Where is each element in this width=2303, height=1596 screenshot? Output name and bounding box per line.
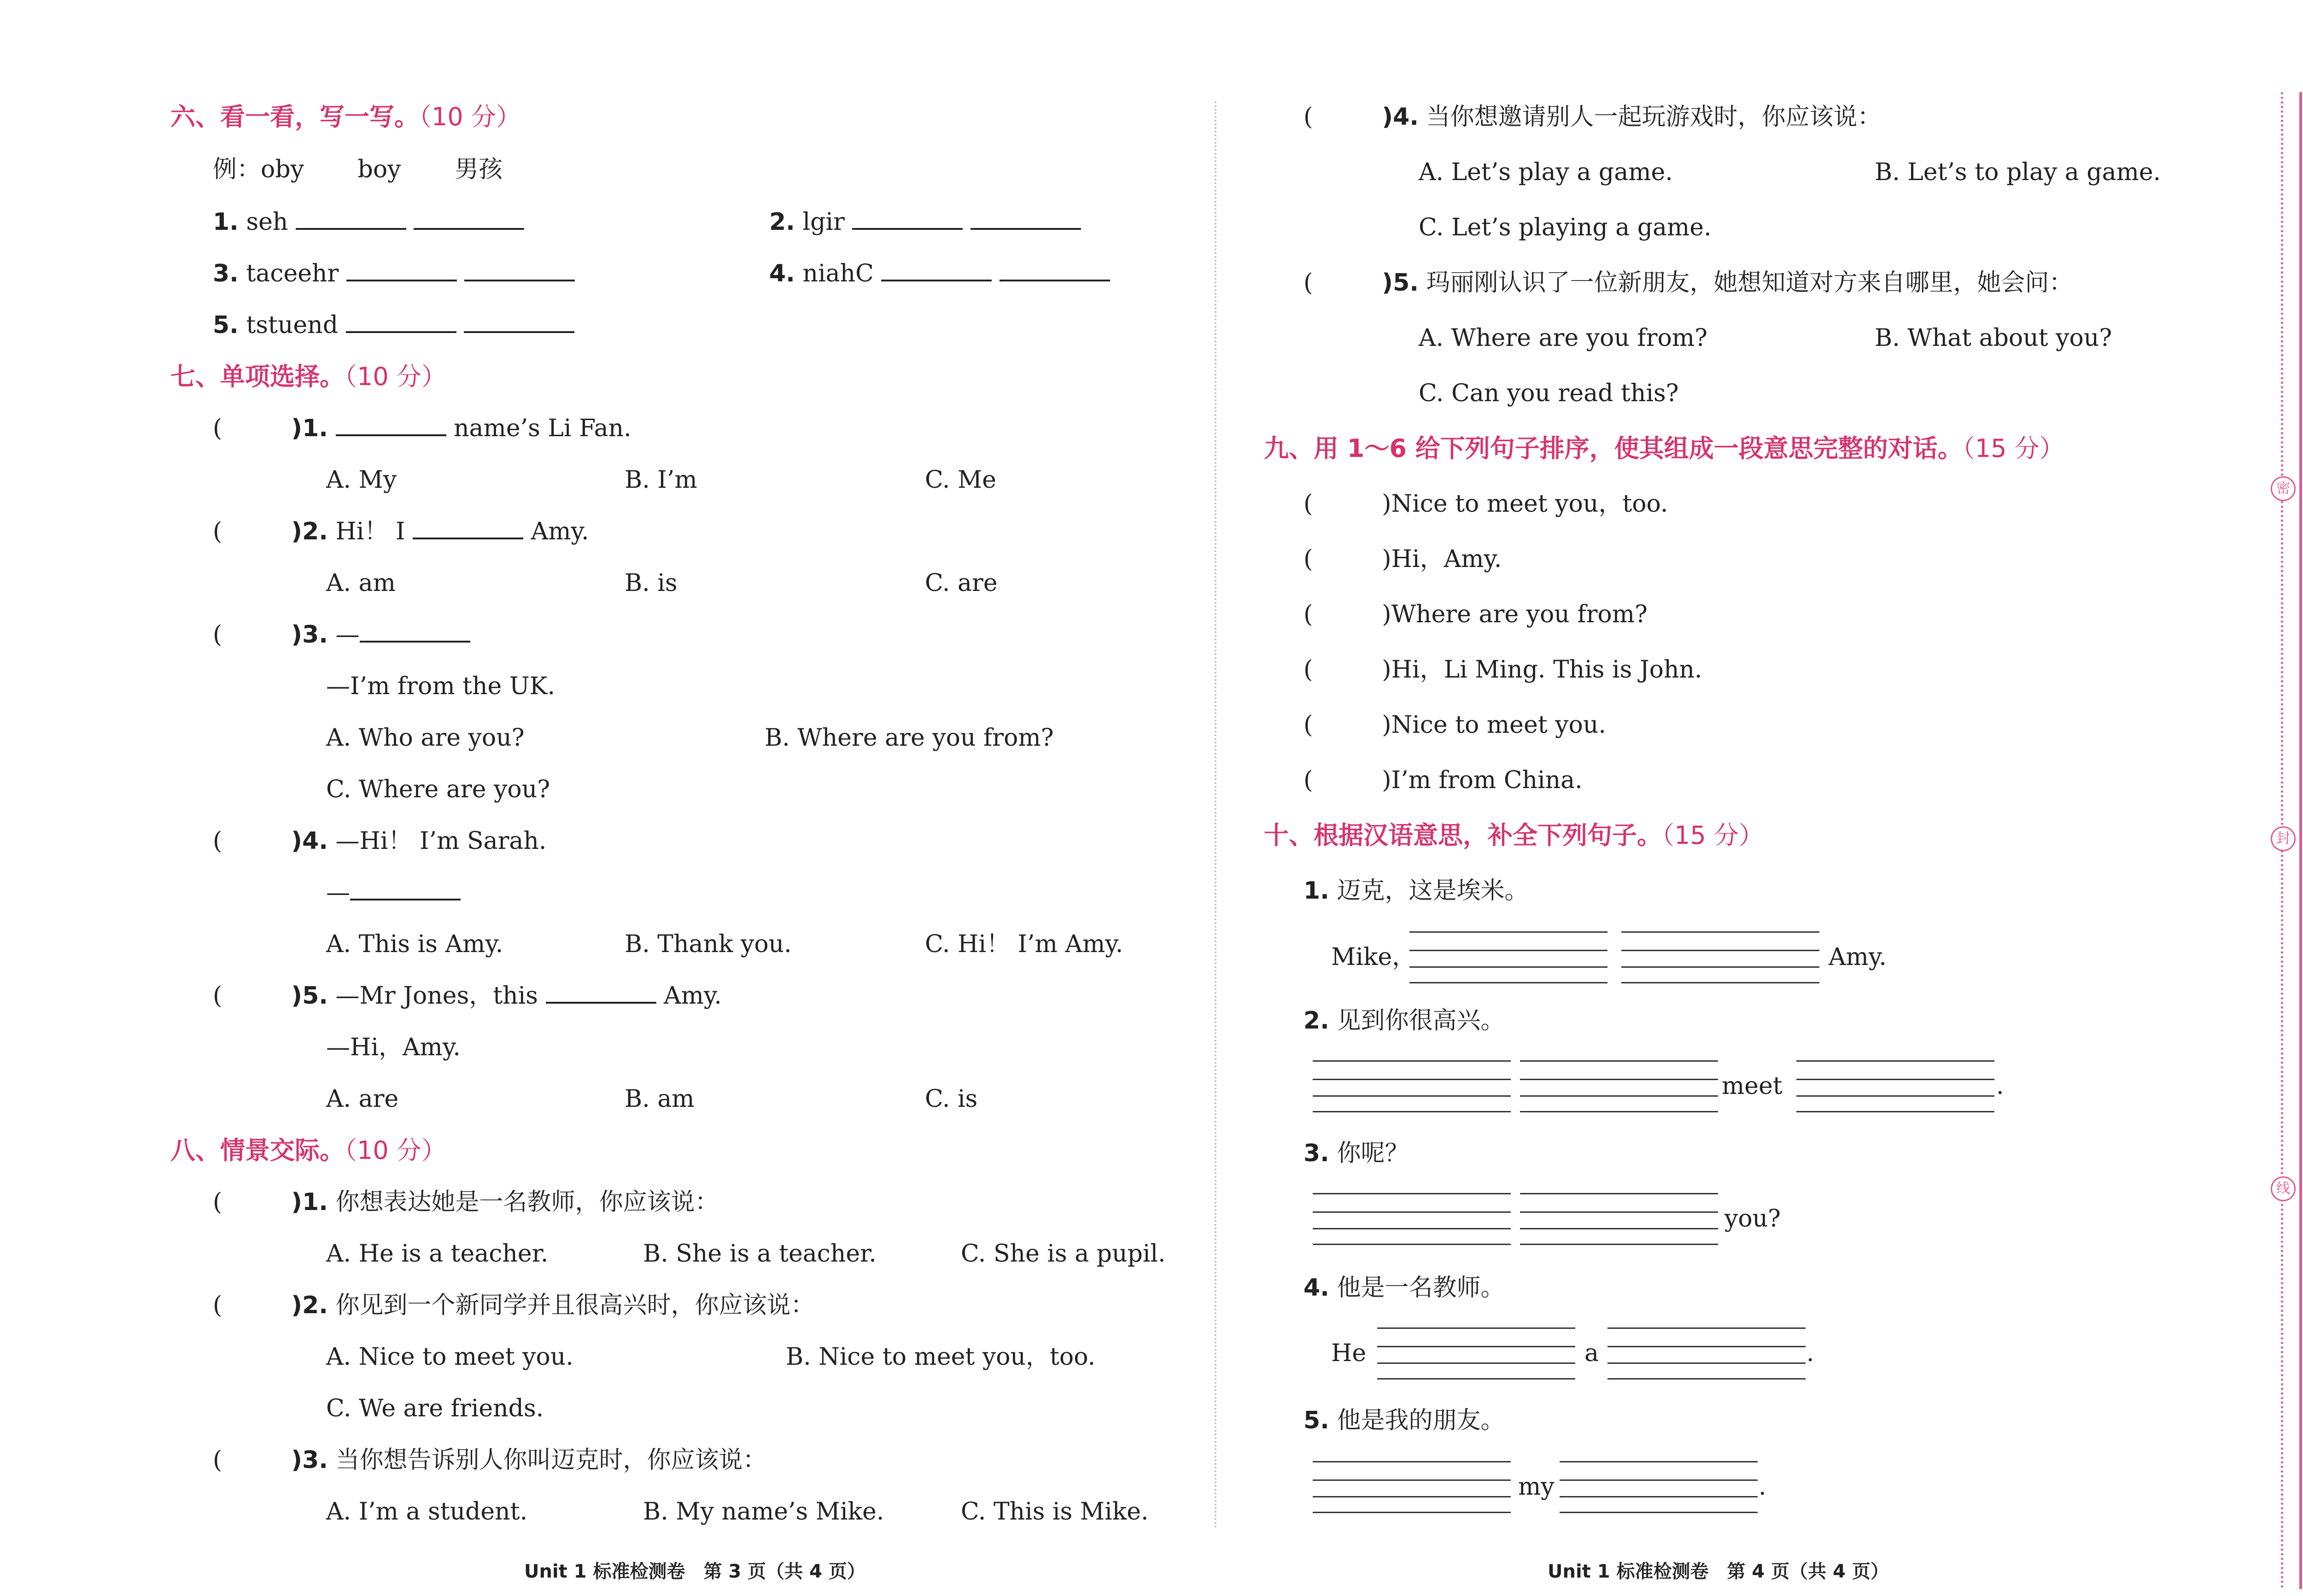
option-c[interactable]: C. Hi！ I’m Amy.: [925, 930, 1123, 958]
word: my: [1518, 1473, 1555, 1501]
option-c[interactable]: C. are: [925, 569, 998, 597]
answer-blank[interactable]: [350, 880, 461, 900]
option-a[interactable]: A. I’m a student.: [326, 1498, 528, 1526]
word: Mike，: [1331, 943, 1416, 971]
writing-box[interactable]: [1409, 931, 1607, 987]
s8-q4: ( )4. 当你想邀请别人一起玩游戏时，你应该说：: [1303, 103, 1882, 131]
word: meet: [1722, 1072, 1783, 1100]
answer-blank[interactable]: [346, 313, 456, 333]
s6-item-3: 3. taceehr: [213, 259, 575, 288]
word: .: [1996, 1072, 2004, 1100]
answer-blank[interactable]: [1000, 261, 1110, 281]
writing-box[interactable]: [1621, 931, 1819, 987]
option-b[interactable]: B. She is a teacher.: [643, 1240, 877, 1268]
option-c[interactable]: C. Where are you?: [326, 776, 550, 803]
s9-item: ( )I’m from China.: [1303, 766, 1583, 794]
answer-blank[interactable]: [413, 519, 523, 539]
s8-q3: ( )3. 当你想告诉别人你叫迈克时，你应该说：: [213, 1446, 767, 1474]
s6-item-4: 4. niahC: [769, 259, 1110, 288]
section-9-title: 九、用 1～6 给下列句子排序，使其组成一段意思完整的对话。（15 分）: [1264, 434, 2064, 463]
s7-q3: ( )3. —: [213, 620, 470, 649]
option-a[interactable]: A. My: [326, 466, 397, 494]
option-c[interactable]: C. Can you read this?: [1419, 380, 1679, 407]
word: .: [1759, 1473, 1766, 1501]
s7-q2: ( )2. Hi！ I Amy.: [213, 518, 589, 545]
writing-box[interactable]: [1520, 1060, 1718, 1116]
option-a[interactable]: A. This is Amy.: [326, 930, 503, 958]
s10-q5-prompt: 5. 他是我的朋友。: [1303, 1407, 1505, 1434]
dialog-line: —Hi，Amy.: [326, 1034, 461, 1061]
writing-box[interactable]: [1560, 1461, 1758, 1516]
option-a[interactable]: A. Who are you?: [326, 724, 525, 752]
section-7-title: 七、单项选择。（10 分）: [170, 362, 446, 391]
seal-line: [2299, 92, 2302, 1589]
option-a[interactable]: A. Nice to meet you.: [326, 1343, 573, 1371]
option-b[interactable]: B. I’m: [625, 466, 697, 494]
option-b[interactable]: B. My name’s Mike.: [643, 1498, 884, 1526]
writing-box[interactable]: [1520, 1193, 1718, 1248]
s10-q1-prompt: 1. 迈克，这是埃米。: [1303, 877, 1529, 905]
s7-q1: ( )1. name’s Li Fan.: [213, 415, 631, 442]
word: He: [1331, 1339, 1367, 1367]
seal-mark: 密: [2271, 476, 2296, 501]
s7-q5: ( )5. —Mr Jones，this Amy.: [213, 982, 722, 1010]
answer-blank[interactable]: [852, 210, 963, 230]
option-a[interactable]: A. Let’s play a game.: [1419, 158, 1673, 186]
s10-q2-prompt: 2. 见到你很高兴。: [1303, 1007, 1505, 1035]
option-c[interactable]: C. She is a pupil.: [961, 1240, 1166, 1268]
section-10-title: 十、根据汉语意思，补全下列句子。（15 分）: [1264, 821, 1764, 850]
s6-item-1: 1. seh: [213, 207, 524, 237]
writing-box[interactable]: [1377, 1327, 1575, 1383]
option-c[interactable]: C. Let’s playing a game.: [1419, 214, 1712, 241]
option-c[interactable]: C. Me: [925, 466, 997, 494]
s6-item-2: 2. lgir: [769, 207, 1081, 237]
page-footer: Unit 1 标准检测卷 第 4 页（共 4 页）: [1548, 1561, 1889, 1582]
answer-blank[interactable]: [881, 261, 992, 281]
option-c[interactable]: C. is: [925, 1085, 978, 1113]
answer-blank[interactable]: [464, 261, 575, 281]
word: a: [1584, 1339, 1599, 1367]
s10-q3-prompt: 3. 你呢？: [1303, 1140, 1409, 1167]
option-c[interactable]: C. We are friends.: [326, 1395, 544, 1422]
word: you?: [1724, 1205, 1781, 1233]
s9-item: ( )Nice to meet you.: [1303, 711, 1606, 739]
option-a[interactable]: A. am: [326, 569, 396, 597]
writing-box[interactable]: [1313, 1060, 1511, 1116]
seal-mark: 封: [2271, 826, 2296, 851]
s10-q4-prompt: 4. 他是一名教师。: [1303, 1274, 1505, 1302]
writing-box[interactable]: [1313, 1461, 1511, 1516]
option-b[interactable]: B. Where are you from?: [765, 724, 1054, 752]
writing-box[interactable]: [1796, 1060, 1994, 1116]
s6-item-5: 5. tstuend: [213, 310, 574, 340]
answer-blank[interactable]: [464, 313, 574, 333]
writing-box[interactable]: [1313, 1193, 1511, 1248]
answer-blank[interactable]: [414, 210, 524, 230]
option-b[interactable]: B. What about you?: [1875, 324, 2112, 352]
option-a[interactable]: A. He is a teacher.: [326, 1240, 549, 1268]
answer-blank[interactable]: [546, 983, 656, 1004]
option-b[interactable]: B. Nice to meet you，too.: [786, 1343, 1096, 1371]
s8-q1: ( )1. 你想表达她是一名教师，你应该说：: [213, 1188, 719, 1216]
s8-q2: ( )2. 你见到一个新同学并且很高兴时，你应该说：: [213, 1292, 815, 1319]
s9-item: ( )Nice to meet you，too.: [1303, 490, 1668, 518]
option-c[interactable]: C. This is Mike.: [961, 1498, 1149, 1526]
s8-q5: ( )5. 玛丽刚认识了一位新朋友，她想知道对方来自哪里，她会问：: [1303, 269, 2073, 297]
s7-q4: ( )4. —Hi！ I’m Sarah.: [213, 827, 547, 855]
answer-blank[interactable]: [360, 622, 470, 643]
word: .: [1806, 1339, 1814, 1367]
writing-box[interactable]: [1607, 1327, 1806, 1383]
answer-blank[interactable]: [346, 261, 457, 281]
option-a[interactable]: A. are: [326, 1085, 399, 1113]
s9-item: ( )Hi，Li Ming. This is John.: [1303, 656, 1702, 684]
page-footer: Unit 1 标准检测卷 第 3 页（共 4 页）: [524, 1561, 865, 1582]
dialog-line: —: [326, 878, 461, 907]
section-8-title: 八、情景交际。（10 分）: [170, 1136, 446, 1165]
option-b[interactable]: B. Thank you.: [625, 930, 792, 958]
option-b[interactable]: B. is: [625, 569, 678, 597]
s9-item: ( )Hi，Amy.: [1303, 545, 1502, 573]
option-b[interactable]: B. Let’s to play a game.: [1875, 158, 2161, 186]
answer-blank[interactable]: [336, 416, 446, 436]
section-6-title: 六、看一看，写一写。（10 分）: [170, 102, 521, 131]
answer-blank[interactable]: [296, 210, 406, 230]
option-b[interactable]: B. am: [625, 1085, 695, 1113]
s9-item: ( )Where are you from?: [1303, 601, 1648, 628]
seal-mark: 线: [2271, 1176, 2296, 1201]
dialog-line: —I’m from the UK.: [326, 672, 555, 700]
page-4: [1216, 0, 2303, 1596]
section-6-example: 例：oby boy 男孩: [213, 156, 503, 183]
answer-blank[interactable]: [970, 210, 1081, 230]
word: Amy.: [1829, 943, 1887, 971]
option-a[interactable]: A. Where are you from?: [1419, 324, 1707, 352]
